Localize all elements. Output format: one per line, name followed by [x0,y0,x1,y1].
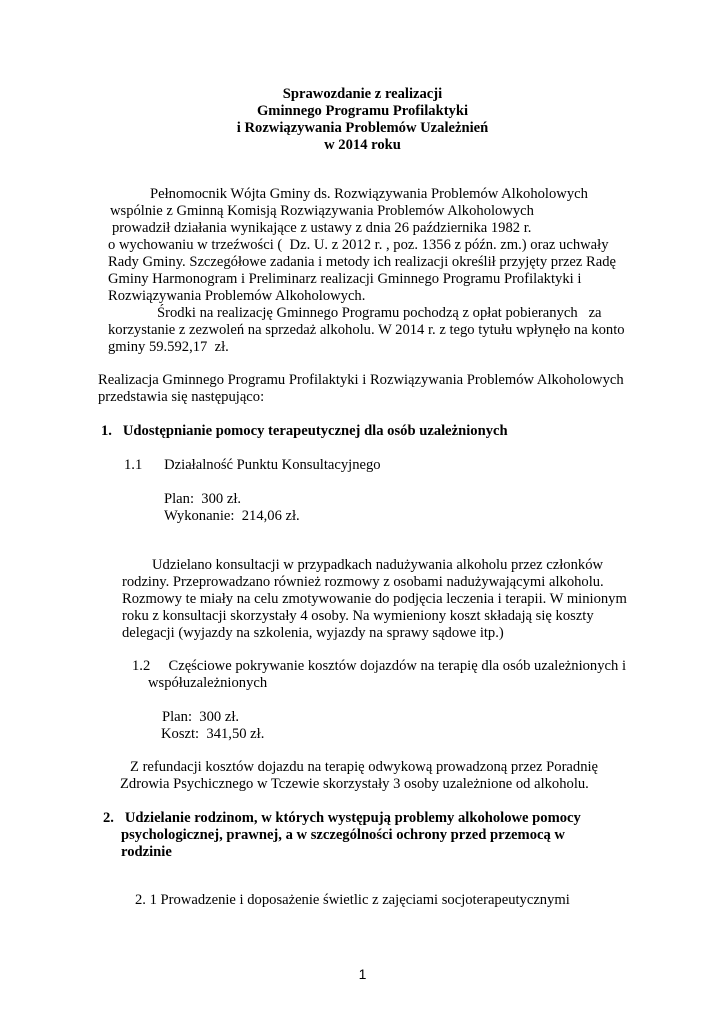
intro-line: wspólnie z Gminną Komisją Rozwiązywania Problemów Alkoholowych [110,203,534,219]
realizacja-line: przedstawia się następująco: [98,389,265,405]
subsection-1-1-text-line: Udzielano konsultacji w przypadkach nadużywania alkoholu przez członków [152,557,604,573]
subsection-1-1-wykonanie: Wykonanie: 214,06 zł. [164,508,300,524]
subsection-1-2-text-line: Z refundacji kosztów dojazdu na terapię odwykową prowadzoną przez Poradnię [130,759,599,775]
subsection-1-1-text-line: roku z konsultacji skorzystały 4 osoby. Na wymieniony koszt składają się koszty [122,608,594,624]
intro-line: prowadził działania wynikające z ustawy z dnia 26 października 1982 r. [112,220,532,236]
section-1-heading: 1. Udostępnianie pomocy terapeutycznej dla osób uzależnionych [101,423,508,439]
intro-line: Środki na realizację Gminnego Programu pochodzą z opłat pobieranych za [157,305,602,321]
subsection-1-1-plan: Plan: 300 zł. [164,491,242,507]
realizacja-line: Realizacja Gminnego Programu Profilaktyki i Rozwiązywania Problemów Alkoholowych [98,372,624,388]
subsection-1-2-koszt: Koszt: 341,50 zł. [161,726,265,742]
section-2-heading-cont: rodzinie [121,844,172,860]
subsection-1-1-text-line: delegacji (wyjazdy na szkolenia, wyjazdy na sprawy sądowe itp.) [122,625,504,641]
subsection-1-1-text-line: Rozmowy te miały na celu zmotywowanie do podjęcia leczenia i terapii. W minionym [122,591,627,607]
page-number: 1 [358,966,367,982]
intro-line: Gminy Harmonogram i Preliminarz realizacji Gminnego Programu Profilaktyki i [108,271,582,287]
subsection-1-2-title: 1.2 Częściowe pokrywanie kosztów dojazdów na terapię dla osób uzależnionych i [132,658,627,674]
section-2-heading-cont: psychologicznej, prawnej, a w szczególności ochrony przed przemocą w [121,827,565,843]
title-line-2: Gminnego Programu Profilaktyki [256,103,469,119]
subsection-1-2-plan: Plan: 300 zł. [162,709,240,725]
subsection-2-1-title: 2. 1 Prowadzenie i doposażenie świetlic z zajęciami socjoterapeutycznymi [135,892,570,908]
subsection-1-1-title: 1.1 Działalność Punktu Konsultacyjnego [124,457,381,473]
subsection-1-2-text-line: Zdrowia Psychicznego w Tczewie skorzystały 3 osoby uzależnione od alkoholu. [120,776,589,792]
intro-line: gminy 59.592,17 zł. [108,339,229,355]
title-line-3: i Rozwiązywania Problemów Uzależnień [236,120,489,136]
title-line-1: Sprawozdanie z realizacji [282,86,443,102]
intro-line: Pełnomocnik Wójta Gminy ds. Rozwiązywania Problemów Alkoholowych [150,186,588,202]
subsection-1-2-title-cont: współuzależnionych [148,675,268,691]
subsection-1-1-text-line: rodziny. Przeprowadzano również rozmowy z osobami nadużywającymi alkoholu. [122,574,604,590]
intro-line: Rady Gminy. Szczegółowe zadania i metody ich realizacji określił przyjęty przez Radę [108,254,617,270]
title-line-4: w 2014 roku [324,137,401,153]
intro-line: Rozwiązywania Problemów Alkoholowych. [108,288,366,304]
intro-line: o wychowaniu w trzeźwości ( Dz. U. z 2012 r. , poz. 1356 z późn. zm.) oraz uchwały [108,237,609,253]
intro-line: korzystanie z zezwoleń na sprzedaż alkoholu. W 2014 r. z tego tytułu wpłynęło na konto [108,322,625,338]
section-2-heading: 2. Udzielanie rodzinom, w których występują problemy alkoholowe pomocy [103,810,581,826]
